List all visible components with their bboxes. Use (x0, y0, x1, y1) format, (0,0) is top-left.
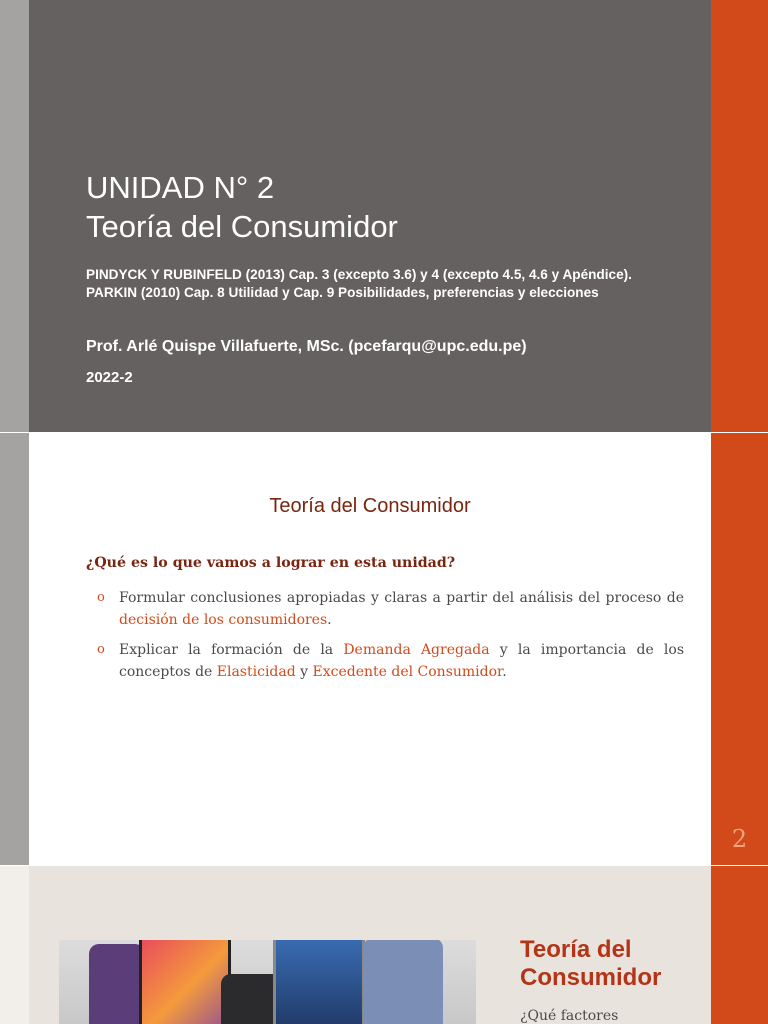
right-accent-strip (711, 0, 768, 432)
item-text: . (327, 612, 332, 628)
title-slide (0, 0, 768, 432)
professor-info: Prof. Arlé Quispe Villafuerte, MSc. (pcefarqu@upc.edu.pe) (86, 338, 527, 355)
highlight-term: decisión de los consumidores (119, 612, 328, 628)
list-item (97, 639, 684, 683)
phone-lilac (363, 940, 443, 1024)
objectives-question: ¿Qué es lo que vamos a lograr en esta unidad? (86, 555, 456, 571)
slide-title (86, 168, 398, 246)
left-accent-strip (0, 0, 29, 432)
list-item (97, 587, 684, 631)
left-accent-strip (0, 433, 29, 865)
smartphones-photo (59, 940, 476, 1024)
bullet-circle-icon: o (97, 642, 105, 657)
item-text: y la importancia de los conceptos de (119, 642, 685, 680)
phone-purple (89, 944, 145, 1024)
slide-subtitle: ¿Qué factores (520, 1008, 619, 1024)
phone-colorful (139, 940, 231, 1024)
phone-silver (273, 940, 365, 1024)
highlight-term: Excedente del Consumidor (312, 664, 503, 680)
unit-number: UNIDAD N° 2 (86, 170, 275, 205)
bibliography (86, 266, 632, 302)
item-text: Explicar la formación de la (119, 642, 344, 658)
title-line: Teoría del (520, 936, 632, 963)
term-year: 2022-2 (86, 369, 133, 386)
right-accent-strip (711, 433, 768, 865)
highlight-term: Demanda Agregada (343, 642, 490, 658)
objectives-slide (0, 433, 768, 865)
bullet-circle-icon: o (97, 590, 105, 605)
slide-title: Teoría del Consumidor (269, 495, 471, 517)
item-text: Formular conclusiones apropiadas y claras a partir del análisis del proceso de (119, 590, 684, 606)
title-line: Consumidor (520, 964, 662, 991)
highlight-term: Elasticidad (216, 664, 296, 680)
unit-title: Teoría del Consumidor (86, 209, 398, 244)
slide-title (520, 936, 661, 992)
objectives-list (97, 587, 684, 691)
page-number: 2 (731, 825, 748, 853)
item-text: . (502, 664, 507, 680)
reference-parkin: PARKIN (2010) Cap. 8 Utilidad y Cap. 9 Posibilidades, preferencias y elecciones (86, 285, 599, 300)
reference-pindyck: PINDYCK Y RUBINFELD (2013) Cap. 3 (excepto 3.6) y 4 (excepto 4.5, 4.6 y Apéndice). (86, 267, 632, 282)
left-accent-strip (0, 866, 29, 1024)
factors-slide (0, 866, 768, 1024)
right-accent-strip (711, 866, 768, 1024)
item-text: y (295, 664, 313, 680)
